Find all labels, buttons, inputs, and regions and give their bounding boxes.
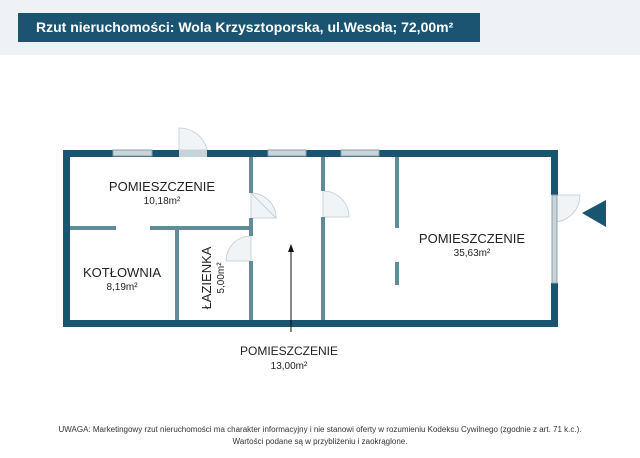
room-label: POMIESZCZENIE (108, 179, 216, 194)
room-area: 8,19m² (106, 282, 138, 293)
entry-door-icon (179, 128, 207, 150)
door-icon (323, 191, 349, 217)
entrance-marker-icon (582, 200, 606, 227)
door-icon (251, 193, 276, 218)
window-icon (268, 150, 306, 156)
room-label: ŁAZIENKA (199, 246, 214, 310)
room-area: 10,18m² (143, 196, 181, 207)
room-area: 5,00m² (216, 262, 227, 294)
page-title: Rzut nieruchomości: Wola Krzysztoporska, ul.Wesoła; 72,00m² (18, 13, 480, 42)
room-label: POMIESZCZENIE (239, 344, 339, 358)
window-icon (341, 150, 379, 156)
room-area: 35,63m² (453, 248, 491, 259)
room-area: 13,00m² (270, 361, 308, 372)
door-icon (226, 236, 251, 261)
window-icon (113, 150, 152, 156)
disclaimer-line-1: UWAGA: Marketingowy rzut nieruchomości ma charakter informacyjny i nie stanowi oferty w rozumieniu Kodeksu Cywilnego (zgodnie z art. 71 k.c.). (58, 425, 582, 434)
door-icon (555, 195, 580, 222)
room-label: KOTŁOWNIA (82, 265, 162, 280)
entry-door-gap (179, 150, 207, 157)
window-icon (552, 195, 557, 283)
room-label: POMIESZCZENIE (418, 231, 526, 246)
disclaimer-line-2: Wartości podane są w przybliżeniu i zaokrąglone. (232, 437, 408, 446)
